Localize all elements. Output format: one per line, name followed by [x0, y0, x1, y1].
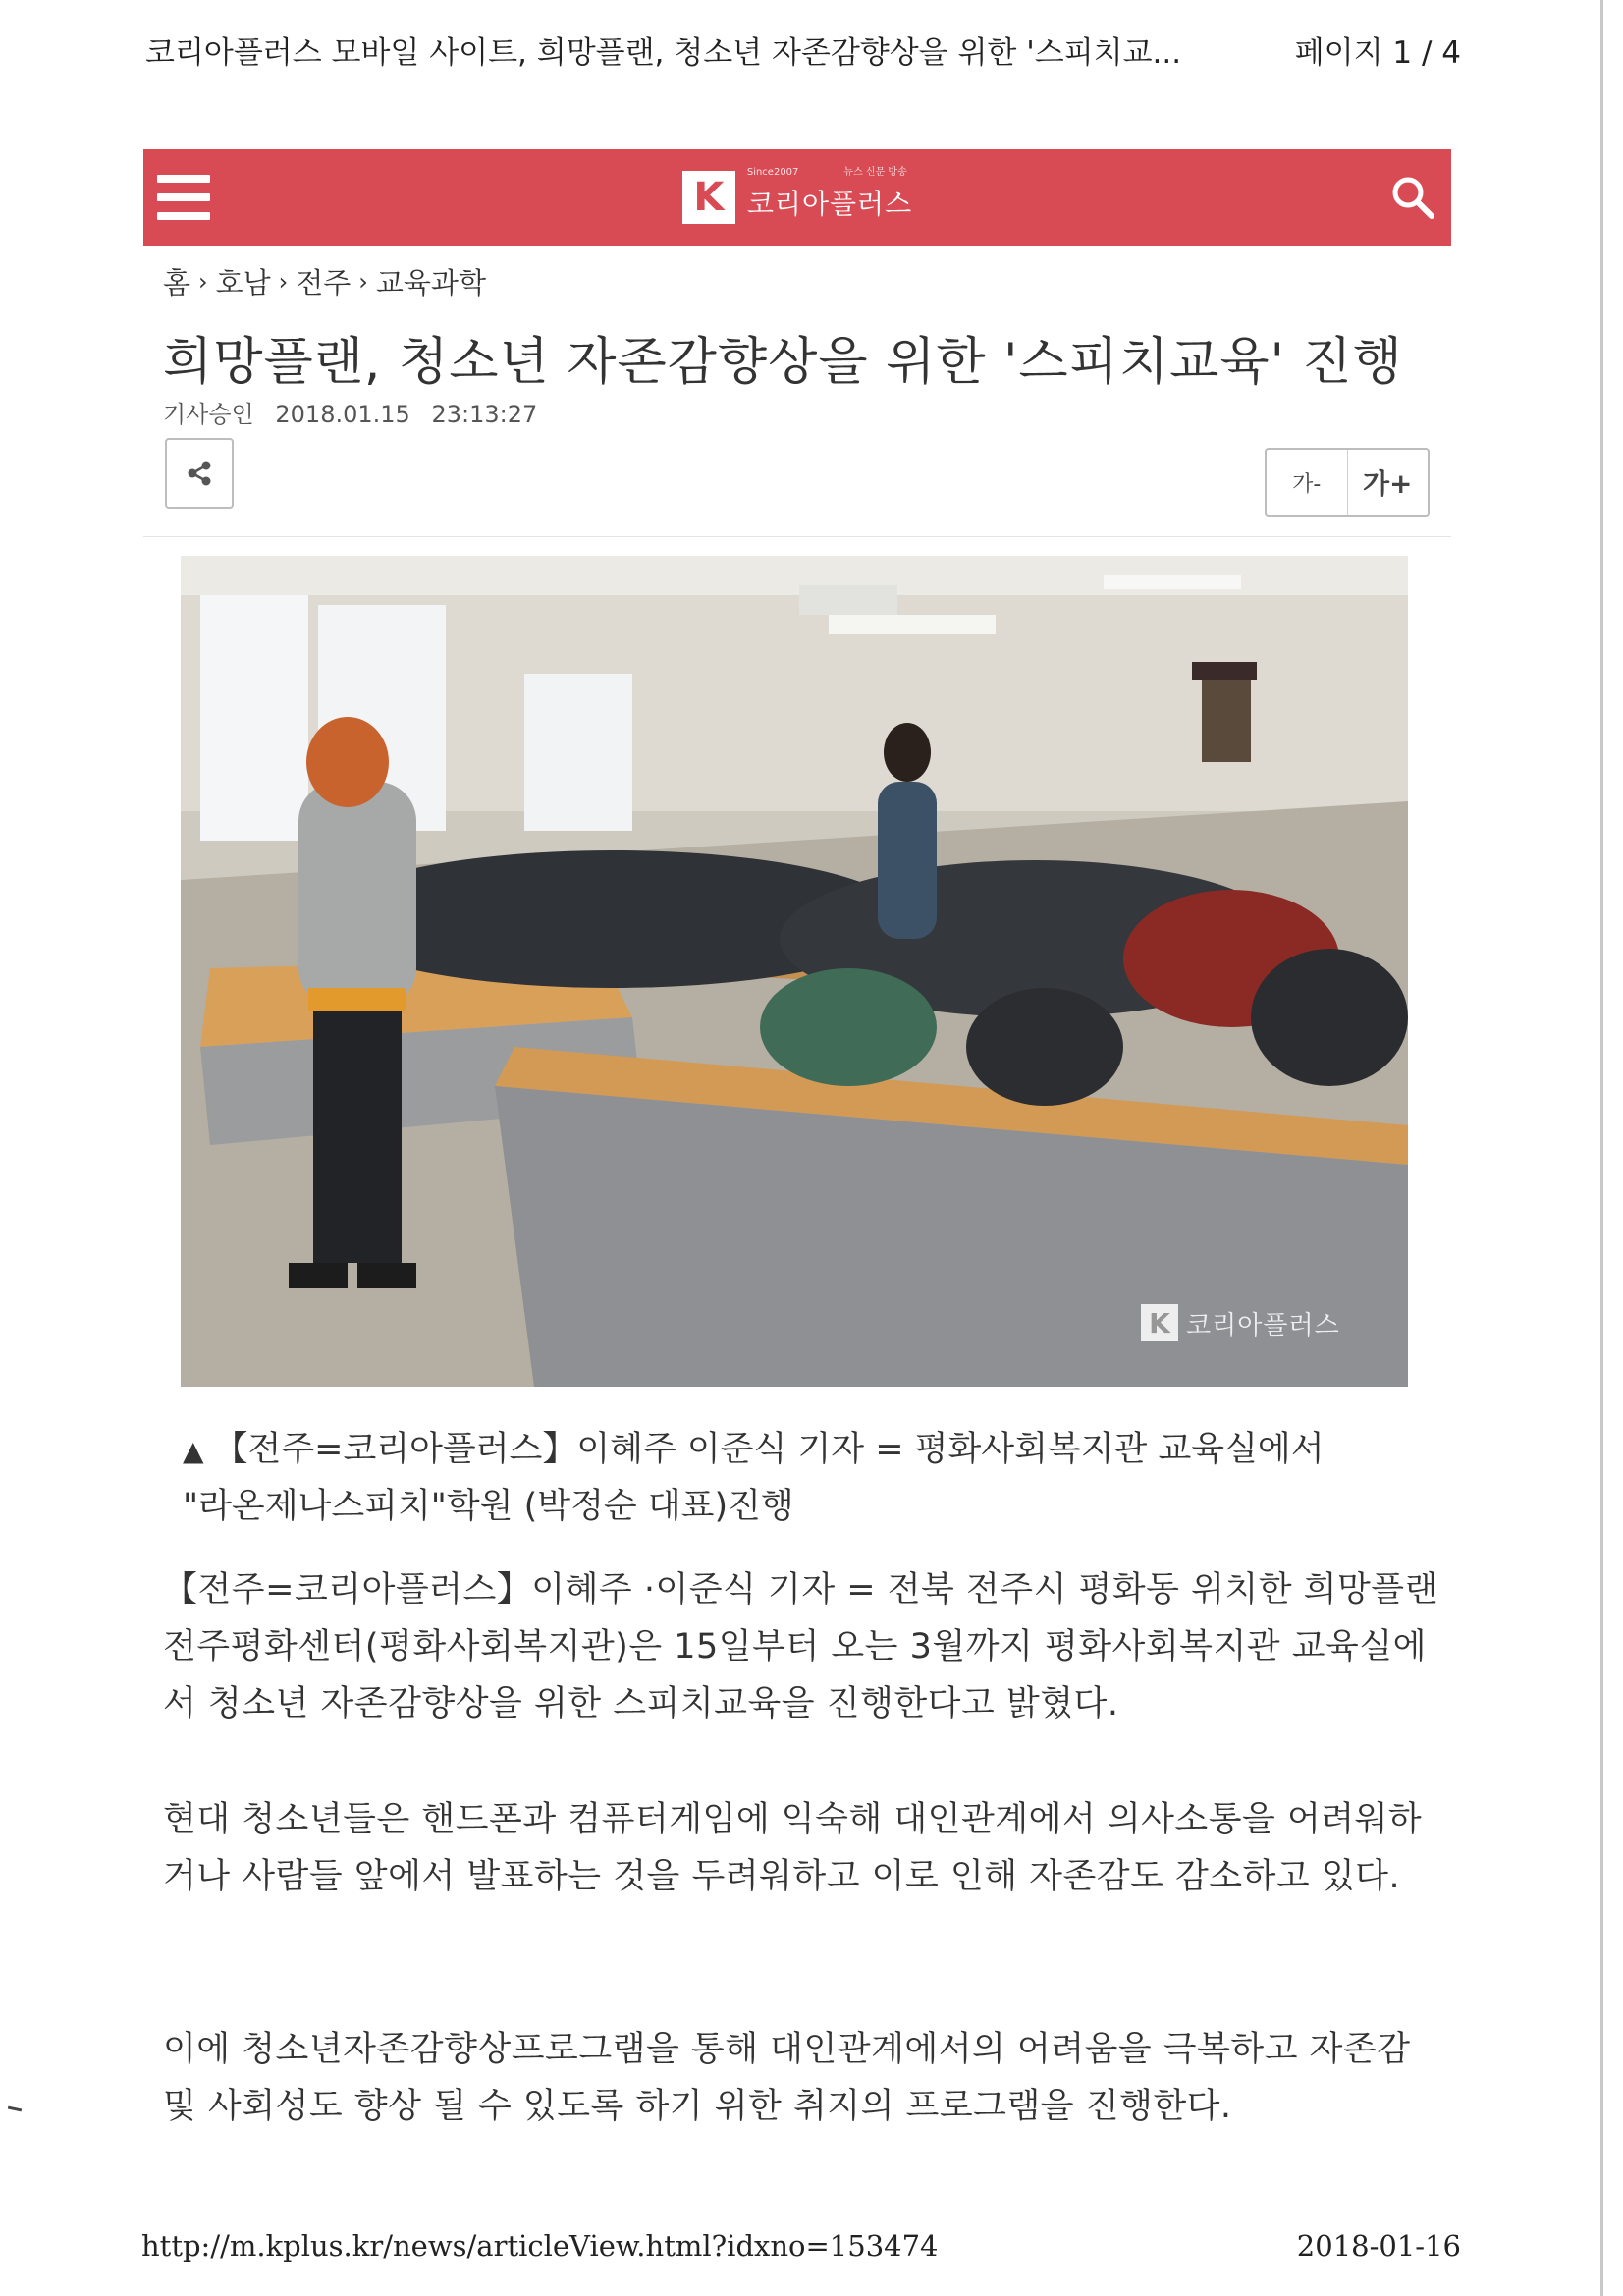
breadcrumb-home[interactable]: 홈 [163, 266, 191, 300]
breadcrumb-city[interactable]: 전주 [296, 266, 352, 300]
font-decrease-button[interactable]: 가- [1267, 450, 1348, 515]
breadcrumb-section[interactable]: 교육과학 [375, 266, 486, 300]
breadcrumb [163, 261, 486, 301]
breadcrumb-separator: › [278, 267, 289, 296]
print-header-title: 코리아플러스 모바일 사이트, 희망플랜, 청소년 자존감향상을 위한 '스피치교... [145, 34, 1182, 71]
print-header [145, 27, 1461, 71]
share-icon [185, 459, 214, 488]
breadcrumb-region[interactable]: 호남 [215, 266, 271, 300]
scan-mark [8, 2106, 22, 2112]
print-footer-date: 2018-01-16 [1296, 2229, 1461, 2263]
watermark-k-icon: K [1141, 1304, 1178, 1341]
article-paragraph: 현대 청소년들은 핸드폰과 컴퓨터게임에 익숙해 대인관계에서 의사소통을 어려워하거나 사람들 앞에서 발표하는 것을 두려워하고 이로 인해 자존감도 감소하고 있다. [163, 1800, 1423, 1896]
article-paragraph: 【전주=코리아플러스】이혜주 ·이준식 기자 = 전북 전주시 평화동 위치한 희망플랜전주평화센터(평화사회복지관)은 15일부터 오는 3월까지 평화사회복지관 교육실에서 청소년 자존감향상을 위한 스피치교육을 진행한다고 밝혔다. [163, 1570, 1438, 1723]
caption-line-1: ▲ 【전주=코리아플러스】이혜주 이준식 기자 = 평화사회복지관 교육실에서 [183, 1430, 1325, 1469]
logo-k-icon: K [682, 171, 735, 224]
caption-marker: ▲ [183, 1435, 204, 1467]
site-topbar [143, 149, 1451, 246]
print-footer [141, 2229, 1461, 2263]
publish-time: 23:13:27 [431, 401, 538, 428]
print-footer-url: http://m.kplus.kr/news/articleView.html?idxno=153474 [141, 2229, 939, 2263]
font-size-controls [1265, 448, 1430, 517]
share-button[interactable] [165, 438, 234, 509]
photo-watermark [1141, 1304, 1340, 1341]
scan-edge [1600, 0, 1603, 2296]
photo-caption [183, 1422, 1400, 1534]
article-paragraph: 이에 청소년자존감향상프로그램을 통해 대인관계에서의 어려움을 극복하고 자존감 및 사회성도 향상 될 수 있도록 하기 위한 취지의 프로그램을 진행한다. [163, 2030, 1411, 2126]
publish-date: 2018.01.15 [275, 401, 410, 428]
brand-name: Since2007 뉴스 신문 방송 코리아플러스 [747, 173, 912, 222]
article-meta [163, 395, 537, 429]
site-logo[interactable] [682, 167, 913, 224]
breadcrumb-separator: › [198, 267, 208, 296]
article-title: 희망플랜, 청소년 자존감향상을 위한 '스피치교육' 진행 [163, 333, 1403, 392]
article-photo [181, 556, 1408, 1387]
hamburger-menu-icon[interactable] [157, 175, 210, 220]
print-page-number: 페이지 1 / 4 [1294, 34, 1461, 71]
header-divider [143, 536, 1451, 537]
caption-line-2: "라온제나스피치"학원 (박정순 대표)진행 [183, 1487, 794, 1526]
breadcrumb-separator: › [358, 267, 368, 296]
watermark-text: 코리아플러스 [1186, 1310, 1340, 1340]
classroom-photo [181, 556, 1408, 1387]
search-icon[interactable] [1388, 173, 1437, 222]
font-increase-button[interactable]: 가+ [1362, 467, 1413, 500]
brand-subtext: Since2007 뉴스 신문 방송 [746, 167, 907, 178]
publish-label: 기사승인 [163, 401, 254, 428]
